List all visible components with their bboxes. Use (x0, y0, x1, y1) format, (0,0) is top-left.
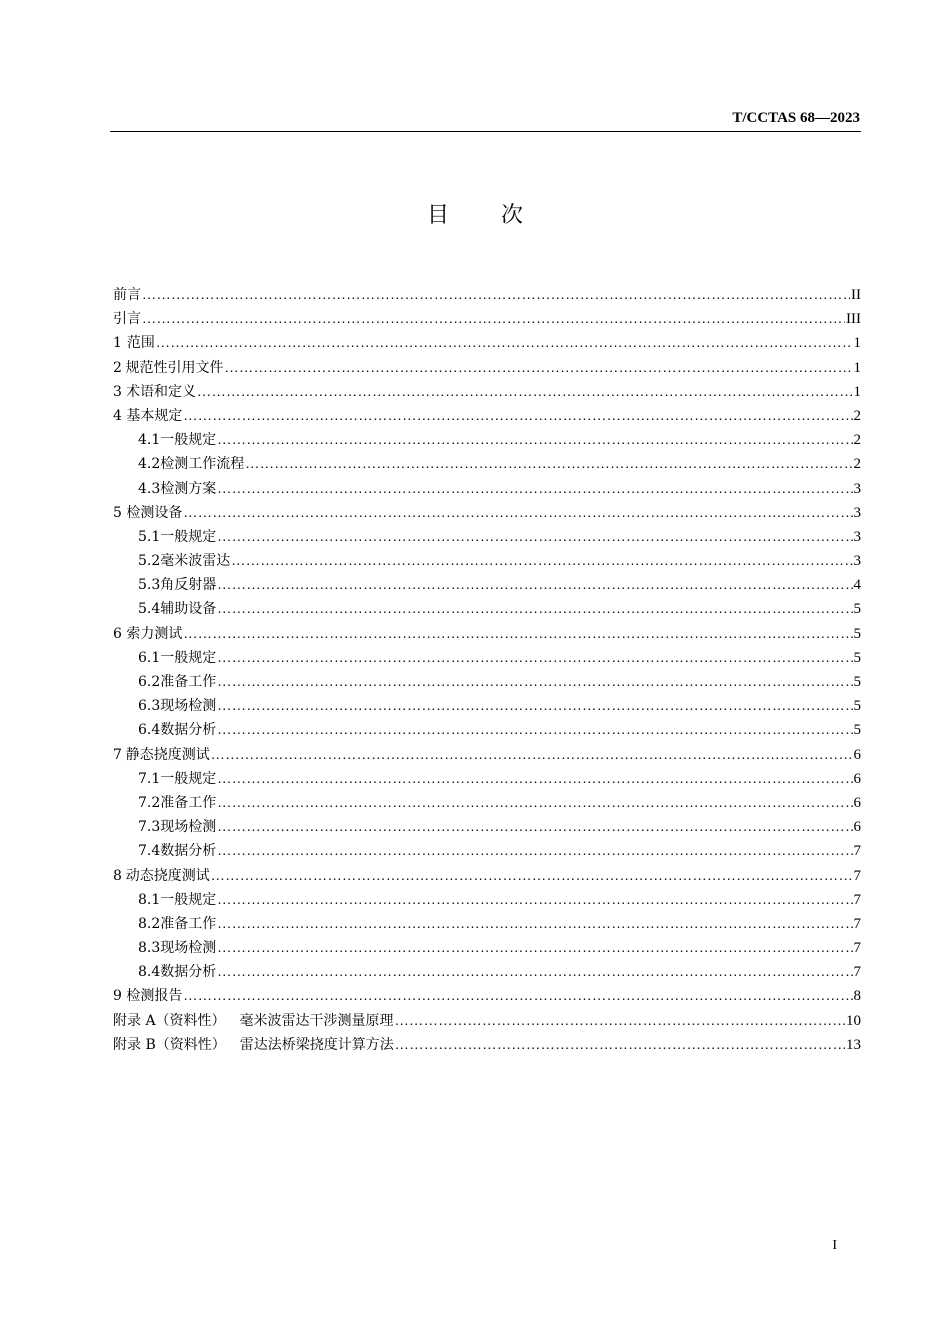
toc-dot-leader (225, 357, 853, 381)
toc-entry-number: 8.2 (138, 915, 161, 932)
toc-entry-number: 附录 B（资料性） (113, 1036, 226, 1053)
toc-entry[interactable] (113, 622, 861, 646)
toc-entry[interactable] (113, 404, 861, 428)
toc-entry[interactable] (113, 477, 861, 501)
toc-entry[interactable] (113, 380, 861, 404)
toc-entry-page: 1 (853, 335, 861, 352)
toc-entry[interactable] (113, 307, 861, 331)
toc-entry-page: 5 (853, 601, 861, 618)
toc-dot-leader (217, 695, 852, 719)
toc-entry-number: 3 (113, 383, 122, 400)
toc-dot-leader (183, 985, 852, 1009)
toc-dot-leader (217, 913, 852, 937)
toc-entry-page: 8 (853, 988, 861, 1005)
toc-entry-page: 3 (853, 528, 861, 545)
toc-entry-page: 5 (853, 698, 861, 715)
page-number: I (832, 1238, 837, 1253)
toc-entry-number: 5.1 (138, 528, 161, 545)
toc-entry[interactable] (113, 694, 861, 718)
toc-entry[interactable] (113, 815, 861, 839)
toc-dot-leader (217, 840, 852, 864)
toc-entry[interactable] (113, 839, 861, 863)
toc-entry-page: 6 (853, 794, 861, 811)
toc-title-char-2: 次 (501, 203, 524, 228)
toc-dot-leader (211, 865, 853, 889)
toc-entry-page: 7 (853, 843, 861, 860)
toc-entry[interactable] (113, 888, 861, 912)
toc-entry-label: 前言 (113, 287, 141, 303)
toc-entry-page: 5 (853, 674, 861, 690)
toc-entry-number: 6.4 (138, 722, 161, 739)
toc-dot-leader (217, 889, 852, 913)
toc-dot-leader (395, 1034, 845, 1058)
toc-entry[interactable] (113, 984, 861, 1008)
toc-dot-leader (217, 647, 852, 671)
toc-entry-page: 7 (853, 964, 861, 981)
toc-entry-label: 一般规定 (160, 891, 217, 908)
toc-entry-page: 3 (853, 553, 861, 570)
toc-entry-label: 动态挠度测试 (125, 867, 210, 884)
toc-entry[interactable] (113, 646, 861, 670)
toc-entry-page: 3 (853, 480, 861, 497)
toc-entry-label: 范围 (126, 335, 155, 352)
toc-entry-number: 5 (113, 504, 122, 521)
toc-dot-leader (217, 792, 852, 816)
toc-entry-page: 5 (853, 722, 861, 739)
toc-entry-number: 7.1 (138, 770, 161, 787)
toc-entry-number: 8.3 (138, 940, 161, 957)
toc-entry[interactable] (113, 936, 861, 960)
toc-dot-leader (156, 332, 853, 356)
toc-entry-number: 4.2 (138, 456, 161, 473)
toc-entry-label: 一般规定 (160, 649, 217, 666)
toc-entry-number: 7.2 (138, 794, 161, 811)
toc-entry-label: 毫米波雷达干涉测量原理 (239, 1012, 394, 1029)
toc-entry-label: 准备工作 (160, 674, 217, 690)
toc-entry-label: 检测方案 (160, 480, 217, 497)
toc-entry-number: 8.1 (138, 891, 161, 908)
toc-dot-leader (217, 719, 852, 743)
toc-entry-page: 6 (853, 770, 861, 787)
toc-dot-leader (197, 381, 852, 405)
toc-entry-number: 4.3 (138, 480, 161, 497)
toc-entry-page: 1 (853, 359, 861, 376)
toc-entry-page: 4 (853, 577, 861, 594)
toc-entry-label: 雷达法桥梁挠度计算方法 (239, 1036, 394, 1053)
toc-entry-label: 角反射器 (160, 577, 217, 594)
toc-dot-leader (217, 598, 852, 622)
toc-entry[interactable] (113, 718, 861, 742)
toc-entry-number: 7.4 (138, 843, 161, 860)
toc-dot-leader (211, 744, 853, 768)
toc-dot-leader (217, 574, 852, 598)
toc-entry-number: 2 (113, 359, 122, 376)
toc-entry-label: 术语和定义 (126, 383, 197, 400)
toc-dot-leader (142, 308, 845, 332)
toc-entry[interactable] (113, 597, 861, 621)
toc-entry[interactable] (113, 1033, 861, 1057)
toc-entry-label: 准备工作 (160, 915, 217, 932)
toc-dot-leader (183, 405, 852, 429)
toc-entry-number: 4 (113, 407, 122, 424)
toc-entry-page: 10 (846, 1012, 861, 1029)
toc-dot-leader (217, 429, 852, 453)
toc-entry-page: 13 (846, 1036, 861, 1053)
toc-dot-leader (217, 478, 852, 502)
toc-entry-page: 5 (853, 649, 861, 666)
toc-entry[interactable] (113, 525, 861, 549)
toc-entry[interactable] (113, 283, 861, 307)
toc-entry-label: 一般规定 (160, 432, 217, 449)
toc-entry-label: 数据分析 (160, 964, 217, 981)
toc-entry-number: 6.1 (138, 649, 161, 666)
toc-dot-leader (217, 937, 852, 961)
toc-entry[interactable] (113, 670, 861, 694)
table-of-contents (113, 283, 861, 1057)
toc-entry-page: 7 (853, 891, 861, 908)
toc-entry-label: 基本规定 (126, 407, 183, 424)
toc-entry-number: 7.3 (138, 819, 161, 836)
header-rule (110, 131, 861, 132)
toc-entry-label: 规范性引用文件 (125, 359, 224, 376)
toc-dot-leader (183, 623, 852, 647)
standard-code: T/CCTAS 68—2023 (732, 110, 860, 126)
toc-entry[interactable] (113, 501, 861, 525)
toc-entry-number: 1 (113, 335, 122, 352)
toc-entry-number: 5.2 (138, 553, 161, 570)
toc-entry-number: 5.4 (138, 601, 161, 618)
toc-entry-page: 2 (853, 407, 861, 424)
toc-dot-leader (217, 526, 852, 550)
toc-dot-leader (217, 671, 852, 695)
toc-entry-label: 数据分析 (160, 843, 217, 860)
toc-entry[interactable] (113, 767, 861, 791)
toc-entry-number: 5.3 (138, 577, 161, 594)
toc-entry[interactable] (113, 356, 861, 380)
toc-entry-page: 6 (853, 819, 861, 836)
toc-entry-page: 3 (853, 504, 861, 521)
toc-entry-label: 现场检测 (160, 819, 217, 836)
toc-entry-label: 辅助设备 (160, 601, 217, 618)
toc-entry-label: 现场检测 (160, 698, 217, 715)
toc-dot-leader (217, 768, 852, 792)
toc-dot-leader (217, 816, 852, 840)
toc-entry-label: 引言 (113, 311, 141, 328)
toc-entry[interactable] (113, 573, 861, 597)
toc-entry-label: 一般规定 (160, 528, 217, 545)
toc-entry-page: 7 (853, 915, 861, 932)
toc-entry-page: 2 (853, 456, 861, 473)
toc-entry-number: 6.3 (138, 698, 161, 715)
toc-entry-number: 8.4 (138, 964, 161, 981)
toc-entry-page: 6 (853, 746, 861, 763)
toc-dot-leader (231, 550, 852, 574)
toc-entry[interactable] (113, 549, 861, 573)
toc-entry-label: 静态挠度测试 (125, 746, 210, 763)
toc-entry-label: 索力测试 (126, 625, 183, 642)
toc-entry[interactable] (113, 912, 861, 936)
toc-entry[interactable] (113, 331, 861, 355)
toc-entry-label: 准备工作 (160, 794, 217, 811)
toc-entry[interactable] (113, 1009, 861, 1033)
toc-entry-page: 5 (853, 625, 861, 642)
toc-entry-number: 4.1 (138, 432, 161, 449)
toc-entry[interactable] (113, 960, 861, 984)
toc-entry-number: 7 (113, 746, 122, 763)
toc-entry-page: 1 (853, 383, 861, 400)
toc-entry-label: 检测设备 (126, 504, 183, 521)
toc-entry[interactable] (113, 743, 861, 767)
toc-dot-leader (395, 1010, 845, 1034)
toc-entry-number: 8 (113, 867, 122, 884)
toc-entry-page: III (846, 311, 861, 328)
toc-entry[interactable] (113, 791, 861, 815)
toc-dot-leader (245, 453, 852, 477)
toc-entry-label: 一般规定 (160, 770, 217, 787)
toc-entry-page: 2 (853, 432, 861, 449)
toc-entry-label: 毫米波雷达 (160, 553, 231, 570)
toc-entry-number: 6.2 (138, 674, 161, 690)
toc-entry-label: 检测报告 (126, 988, 183, 1005)
toc-entry[interactable] (113, 864, 861, 888)
toc-entry-label: 现场检测 (160, 940, 217, 957)
toc-title-char-1: 目 (426, 203, 449, 228)
toc-dot-leader (183, 502, 852, 526)
toc-entry-page: 7 (853, 867, 861, 884)
toc-entry-number: 6 (113, 625, 122, 642)
toc-entry-page: 7 (853, 940, 861, 957)
toc-dot-leader (142, 284, 850, 308)
toc-dot-leader (217, 961, 852, 985)
toc-title (0, 198, 950, 229)
toc-entry-page: II (851, 287, 861, 303)
toc-entry-number: 9 (113, 988, 122, 1005)
toc-entry[interactable] (113, 452, 861, 476)
toc-entry-label: 检测工作流程 (160, 456, 245, 473)
toc-entry-label: 数据分析 (160, 722, 217, 739)
toc-entry[interactable] (113, 428, 861, 452)
toc-entry-number: 附录 A（资料性） (113, 1012, 226, 1029)
